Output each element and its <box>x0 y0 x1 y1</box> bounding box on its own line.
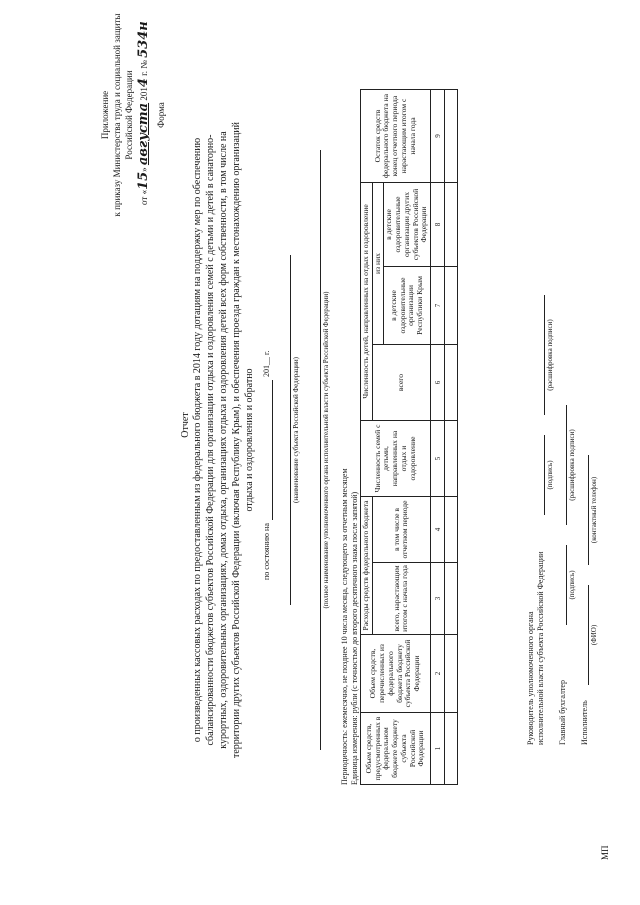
col-number: 5 <box>431 421 445 497</box>
data-cell <box>445 345 458 421</box>
accountant-sign-line <box>566 545 567 625</box>
executor-fio-caption: (ФИО) <box>590 624 598 646</box>
data-cell <box>445 267 458 345</box>
executor-fio-line <box>588 585 589 685</box>
appendix-line1: к приказу Министерства труда и социальной защиты <box>112 13 122 217</box>
organ-line <box>320 150 321 750</box>
date-month: августа <box>136 102 151 166</box>
executor-label: Исполнитель <box>580 700 589 745</box>
data-cell <box>445 563 458 635</box>
col-number: 9 <box>431 90 445 183</box>
head-line2: исполнительной власти субъекта Российской Федерации <box>536 551 545 745</box>
date-year-prefix: 201 <box>139 87 149 101</box>
header-col1: Объем средств, предусмотренных в федеральном бюджете бюджету субъекта Российской Федерации <box>361 713 431 785</box>
header-exp-period: в том числе в отчетном периоде <box>372 497 430 563</box>
col-number: 6 <box>431 345 445 421</box>
appendix-date-line <box>136 21 151 205</box>
header-col2: Объем средств, перечисленных из федерального бюджета бюджету субъекта Российской Федерации <box>361 635 431 713</box>
accountant-sign-caption: (подпись) <box>568 570 576 600</box>
header-crimea: в детские оздоровительные организации Республики Крым <box>384 267 431 345</box>
col-number: 7 <box>431 267 445 345</box>
column-numbers-row <box>431 90 445 785</box>
appendix-title: Приложение <box>100 90 110 140</box>
data-cell <box>445 183 458 267</box>
date-prefix: от « <box>139 189 149 205</box>
date-number-label: г. № <box>139 60 149 76</box>
head-line1: Руководитель уполномоченного органа <box>526 611 535 745</box>
accountant-label: Главный бухгалтер <box>558 680 567 745</box>
data-cell <box>445 421 458 497</box>
data-cell <box>445 497 458 563</box>
col-number: 8 <box>431 183 445 267</box>
date-year-digit: 4 <box>136 78 151 88</box>
head-decode-line <box>544 295 545 415</box>
col-number: 2 <box>431 635 445 713</box>
accountant-decode-line <box>566 405 567 525</box>
col-number: 1 <box>431 713 445 785</box>
executor-phone-line <box>588 455 589 565</box>
periodicity-text: Периодичность: ежемесячно, не позднее 10 числа месяца, следующего за отчетным месяцем <box>340 468 349 785</box>
head-decode-caption: (расшифровка подписи) <box>546 319 554 391</box>
unit-text: Единица измерения: рубли (с точностью до второго десятичного знака после запятой) <box>350 491 359 785</box>
data-cell <box>445 635 458 713</box>
data-cell <box>445 713 458 785</box>
data-cell <box>445 90 458 183</box>
appendix-line2: Российской Федерации <box>124 70 134 160</box>
order-number: 534н <box>136 21 151 58</box>
col-number: 4 <box>431 497 445 563</box>
data-row-empty <box>445 90 458 785</box>
report-line-2: сбалансированности бюджетов субъектов Российской Федерации для организации отдыха и оздоровления семей с детьми и детей в санаторно- <box>205 134 216 746</box>
form-label: Форма <box>156 102 166 128</box>
header-balance: Остаток средств федерального бюджета на конец отчетного периода нарастающим итогом с начала года <box>361 90 431 183</box>
stamp-place: МП <box>600 845 610 860</box>
header-exp-total: всего, нарастающим итогом с начала года <box>372 563 430 635</box>
header-children-total: всего <box>372 345 430 421</box>
header-children: Численность детей, направленных на отдых и оздоровление <box>361 183 373 421</box>
date-day: 15 <box>136 171 151 190</box>
header-row-1 <box>361 90 373 785</box>
report-table <box>360 89 458 785</box>
header-expenses: Расходы средств федерального бюджета <box>361 497 373 635</box>
header-other-regions: в детские оздоровительные организации других субъектов Российской Федерации <box>384 183 431 267</box>
subject-line <box>290 255 291 605</box>
subject-caption: (наименование субъекта Российской Федерации) <box>292 357 300 503</box>
report-line-3: курортных, оздоровительных организациях, домах отдыха, организациях отдыха и оздоровления детей всех форм собственности, в том числе на <box>218 131 229 749</box>
report-line-1: о произведенных кассовых расходах по предоставленным из федерального бюджета в 2014 году дотациям на поддержку мер по обеспечению <box>192 137 203 743</box>
head-sign-caption: (подпись) <box>546 460 554 490</box>
report-line-5: отдыха и оздоровления и обратно <box>244 368 255 512</box>
report-line-4: территории других субъектов Российской Федерации (включая Республику Крым), и обеспечения проезда граждан к местонахождению организаций <box>231 122 242 759</box>
as-of-suffix: 201__ г. <box>262 350 271 377</box>
executor-phone-caption: (контактный телефон) <box>590 476 598 544</box>
as-of-date-line <box>272 380 273 520</box>
report-title: Отчет <box>180 412 191 438</box>
accountant-decode-caption: (расшифровка подписи) <box>568 429 576 501</box>
head-sign-line <box>544 435 545 515</box>
col-number: 3 <box>431 563 445 635</box>
organ-caption: (полное наименование уполномоченного органа исполнительной власти субъекта Российской Федерации) <box>322 291 330 609</box>
as-of-prefix: по состоянию на <box>262 523 271 580</box>
header-families: Численность семей с детьми, направленных на отдых и оздоровление <box>361 421 431 497</box>
date-close-quote: » <box>139 167 149 172</box>
header-of-them: из них <box>372 183 384 345</box>
